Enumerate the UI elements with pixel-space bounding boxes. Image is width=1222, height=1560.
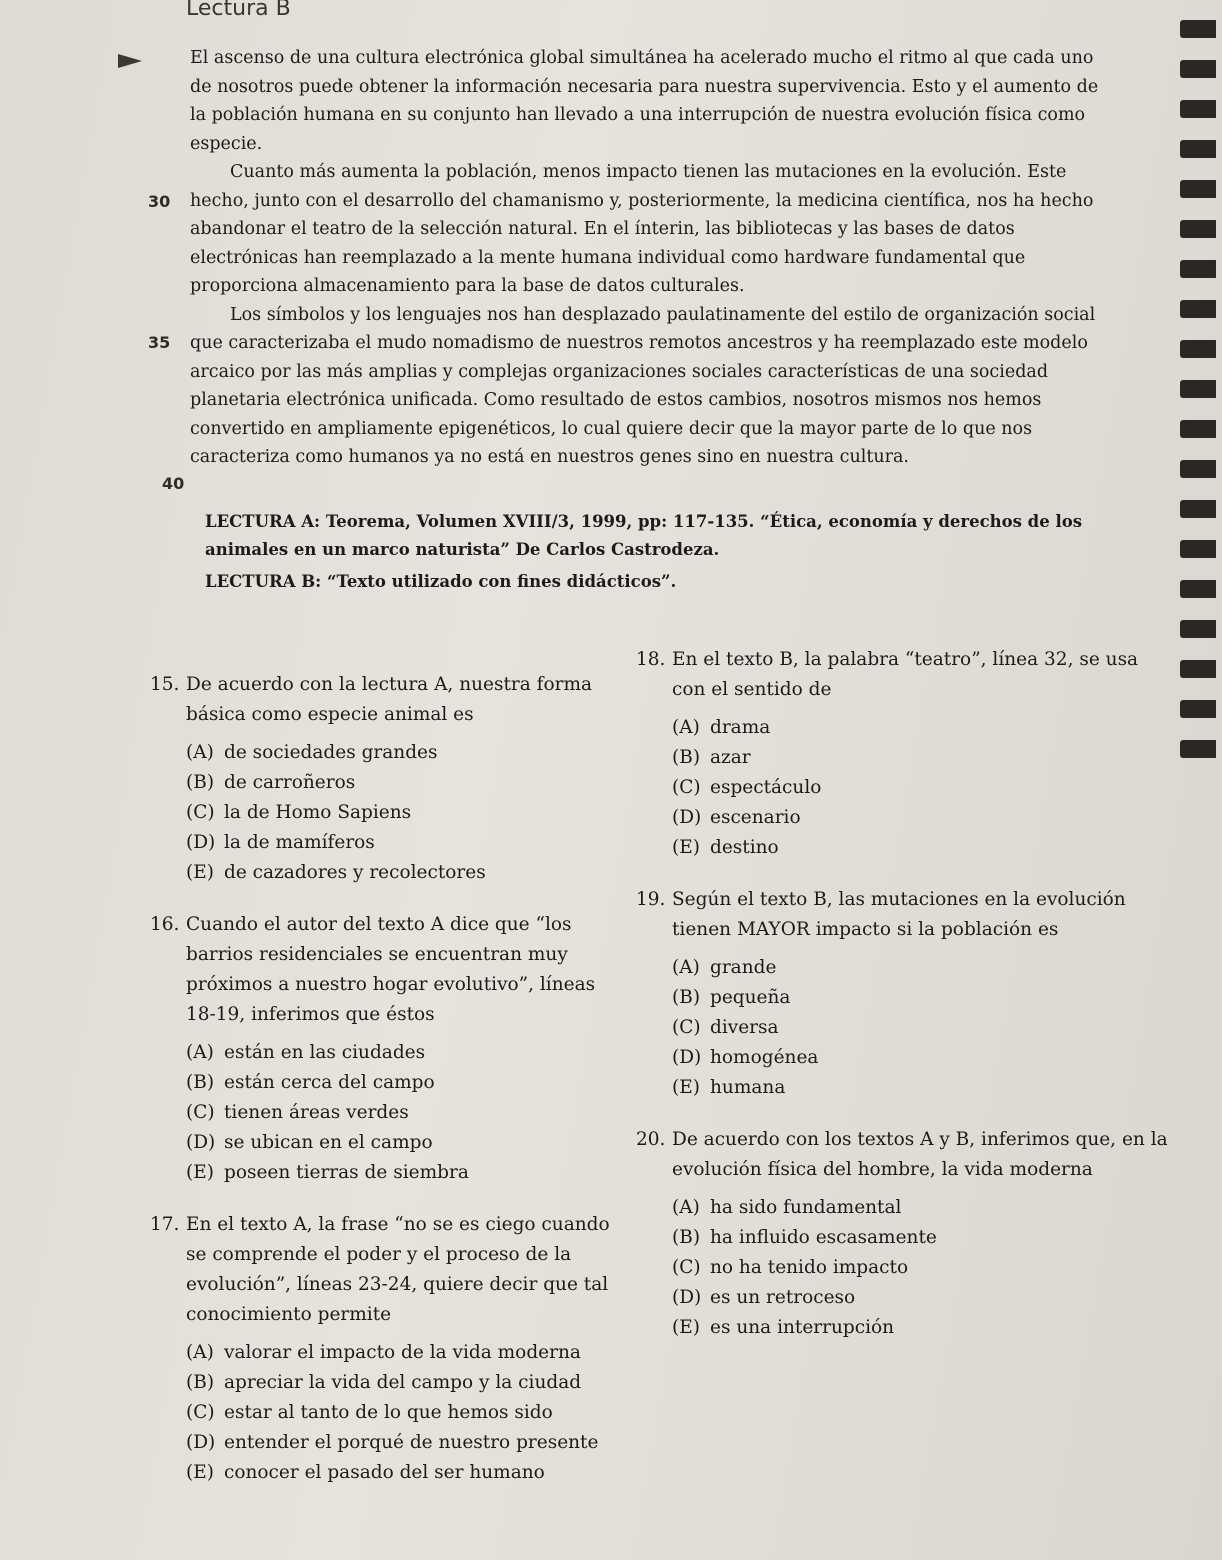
answer-option[interactable]: (C) diversa	[672, 1017, 779, 1038]
line-number: 40	[162, 474, 185, 493]
question-number: 16.	[150, 914, 180, 935]
question-number: 17.	[150, 1214, 180, 1235]
question-number: 19.	[636, 889, 666, 910]
question-stem: De acuerdo con la lectura A, nuestra forma básica como especie animal es	[186, 674, 593, 725]
spiral-binding	[1172, 20, 1222, 1020]
answer-option[interactable]: (D) es un retroceso	[672, 1287, 856, 1308]
reading-paragraph: Cuanto más aumenta la población, menos impacto tienen las mutaciones en la evolución. Este hecho, junto con el desarrollo del chamanismo y, posteriormente, la medicina científica, nos ha hecho abandonar el teatro de la selección natural. En el ínterin, las bibliotecas y las bases de datos electrónicas han reemplazado a la mente humana individual como hardware fundamental que proporciona almacenamiento para la base de datos culturales.	[190, 162, 1094, 296]
source-b: LECTURA B: “Texto utilizado con fines didácticos”.	[205, 572, 677, 591]
answer-option[interactable]: (C) tienen áreas verdes	[186, 1102, 409, 1123]
question-stem: En el texto B, la palabra “teatro”, línea 32, se usa con el sentido de	[672, 649, 1139, 700]
questions-right-column	[636, 645, 1176, 1365]
answer-option[interactable]: (A) grande	[672, 957, 777, 978]
reading-paragraph: El ascenso de una cultura electrónica global simultánea ha acelerado mucho el ritmo al que cada uno de nosotros puede obtener la información necesaria para nuestra supervivencia. Esto y el aumento de la población humana en su conjunto han llevado a una interrupción de nuestra evolución física como especie.	[190, 48, 1099, 154]
source-a: LECTURA A: Teorema, Volumen XVIII/3, 1999, pp: 117-135. “Ética, economía y derechos de los animales en un marco naturista” De Carlos Castrodeza.	[205, 512, 1083, 559]
answer-option[interactable]: (A) valorar el impacto de la vida moderna	[186, 1342, 581, 1363]
answer-option[interactable]: (B) apreciar la vida del campo y la ciudad	[186, 1372, 582, 1393]
question-number: 18.	[636, 649, 666, 670]
answer-option[interactable]: (D) se ubican en el campo	[186, 1132, 433, 1153]
questions-left-column	[150, 670, 620, 1510]
line-number: 30	[148, 192, 171, 211]
sources-block	[205, 508, 1125, 600]
reading-b-text	[190, 44, 1108, 472]
answer-option[interactable]: (E) es una interrupción	[672, 1317, 895, 1338]
answer-option[interactable]: (C) estar al tanto de lo que hemos sido	[186, 1402, 553, 1423]
question-16	[150, 910, 620, 1188]
answer-option[interactable]: (A) drama	[672, 717, 771, 738]
answer-option[interactable]: (C) no ha tenido impacto	[672, 1257, 909, 1278]
answer-option[interactable]: (A) ha sido fundamental	[672, 1197, 902, 1218]
answer-option[interactable]: (C) la de Homo Sapiens	[186, 802, 412, 823]
answer-option[interactable]: (C) espectáculo	[672, 777, 822, 798]
answer-option[interactable]: (A) de sociedades grandes	[186, 742, 438, 763]
answer-option[interactable]: (B) de carroñeros	[186, 772, 356, 793]
question-stem: En el texto A, la frase “no se es ciego cuando se comprende el poder y el proceso de la evolución”, líneas 23-24, quiere decir que tal conocimiento permite	[186, 1214, 610, 1325]
question-number: 15.	[150, 674, 180, 695]
question-number: 20.	[636, 1129, 666, 1150]
answer-option[interactable]: (E) conocer el pasado del ser humano	[186, 1462, 545, 1483]
reading-paragraph: Los símbolos y los lenguajes nos han desplazado paulatinamente del estilo de organización social que caracterizaba el mudo nomadismo de nuestros remotos ancestros y ha reemplazado este modelo arcaico por las más amplias y complejas organizaciones sociales características de una sociedad planetaria electrónica unificada. Como resultado de estos cambios, nosotros mismos nos hemos convertido en ampliamente epigenéticos, lo cual quiere decir que la mayor parte de lo que nos caracteriza como humanos ya no está en nuestros genes sino en nuestra cultura.	[190, 304, 1096, 467]
play-arrow-icon	[118, 54, 142, 68]
question-stem: Cuando el autor del texto A dice que “los barrios residenciales se encuentran muy próximos a nuestro hogar evolutivo”, líneas 18-19, inferimos que éstos	[186, 914, 596, 1025]
question-stem: Según el texto B, las mutaciones en la evolución tienen MAYOR impacto si la población es	[672, 889, 1126, 940]
answer-option[interactable]: (D) homogénea	[672, 1047, 819, 1068]
question-15	[150, 670, 620, 888]
answer-option[interactable]: (B) azar	[672, 747, 751, 768]
question-20	[636, 1125, 1176, 1343]
answer-option[interactable]: (E) de cazadores y recolectores	[186, 862, 486, 883]
line-number: 35	[148, 333, 171, 352]
question-19	[636, 885, 1176, 1103]
question-stem: De acuerdo con los textos A y B, inferimos que, en la evolución física del hombre, la vida moderna	[672, 1129, 1168, 1180]
answer-option[interactable]: (D) entender el porqué de nuestro presente	[186, 1432, 599, 1453]
answer-option[interactable]: (D) la de mamíferos	[186, 832, 375, 853]
answer-option[interactable]: (E) poseen tierras de siembra	[186, 1162, 469, 1183]
answer-option[interactable]: (A) están en las ciudades	[186, 1042, 426, 1063]
answer-option[interactable]: (B) pequeña	[672, 987, 791, 1008]
answer-option[interactable]: (D) escenario	[672, 807, 801, 828]
question-18	[636, 645, 1176, 863]
answer-option[interactable]: (B) están cerca del campo	[186, 1072, 435, 1093]
question-17	[150, 1210, 620, 1488]
answer-option[interactable]: (B) ha influido escasamente	[672, 1227, 937, 1248]
answer-option[interactable]: (E) destino	[672, 837, 779, 858]
answer-option[interactable]: (E) humana	[672, 1077, 786, 1098]
section-label: Lectura B	[186, 0, 291, 21]
